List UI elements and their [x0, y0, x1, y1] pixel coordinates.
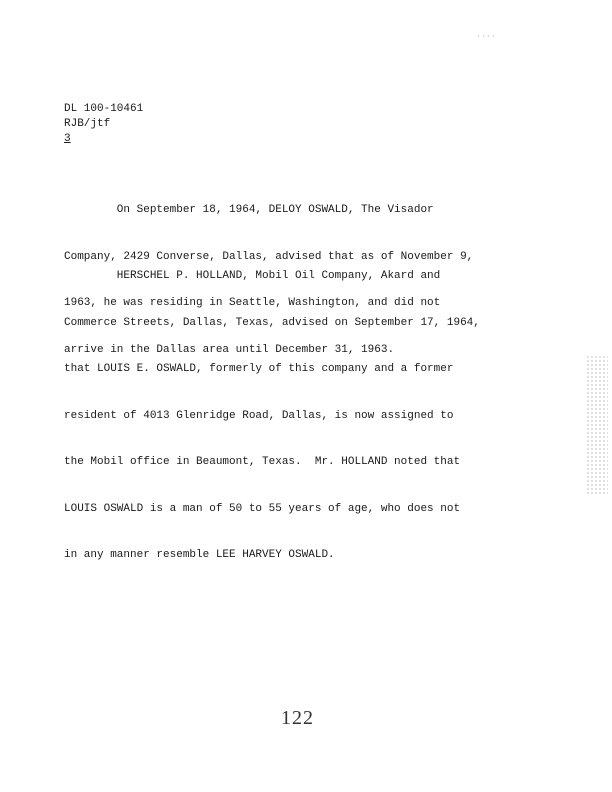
paragraph-line: that LOUIS E. OSWALD, formerly of this company and a former: [64, 363, 454, 375]
paragraph-line: On September 18, 1964, DELOY OSWALD, The Visador: [64, 204, 434, 216]
page-number-top: 3: [64, 133, 71, 145]
file-number: DL 100-10461: [64, 103, 144, 115]
paragraph-line: 1963, he was residing in Seattle, Washington, and did not: [64, 297, 441, 309]
scan-artifact: [476, 34, 496, 38]
page-number-footer: 122: [281, 707, 314, 729]
paragraph-line: Commerce Streets, Dallas, Texas, advised on September 17, 1964,: [64, 316, 480, 329]
document-header: [64, 102, 143, 147]
paragraph-line: resident of 4013 Glenridge Road, Dallas, is now assigned to: [64, 409, 454, 422]
paragraph-line: arrive in the Dallas area until December 31, 1963.: [64, 343, 395, 356]
paragraph-line: LOUIS OSWALD is a man of 50 to 55 years of age, who does not: [64, 502, 461, 515]
typist-initials: RJB/jtf: [64, 118, 111, 130]
paragraph-line: in any manner resemble LEE HARVEY OSWALD.: [64, 549, 335, 561]
paragraph-line: the Mobil office in Beaumont, Texas. Mr. HOLLAND noted that: [64, 456, 461, 468]
paragraph-line: Company, 2429 Converse, Dallas, advised that as of November 9,: [64, 250, 474, 263]
scan-artifact: [586, 355, 608, 495]
paragraph-herschel-holland: [64, 238, 544, 595]
paragraph-line: HERSCHEL P. HOLLAND, Mobil Oil Company, Akard and: [64, 270, 441, 282]
